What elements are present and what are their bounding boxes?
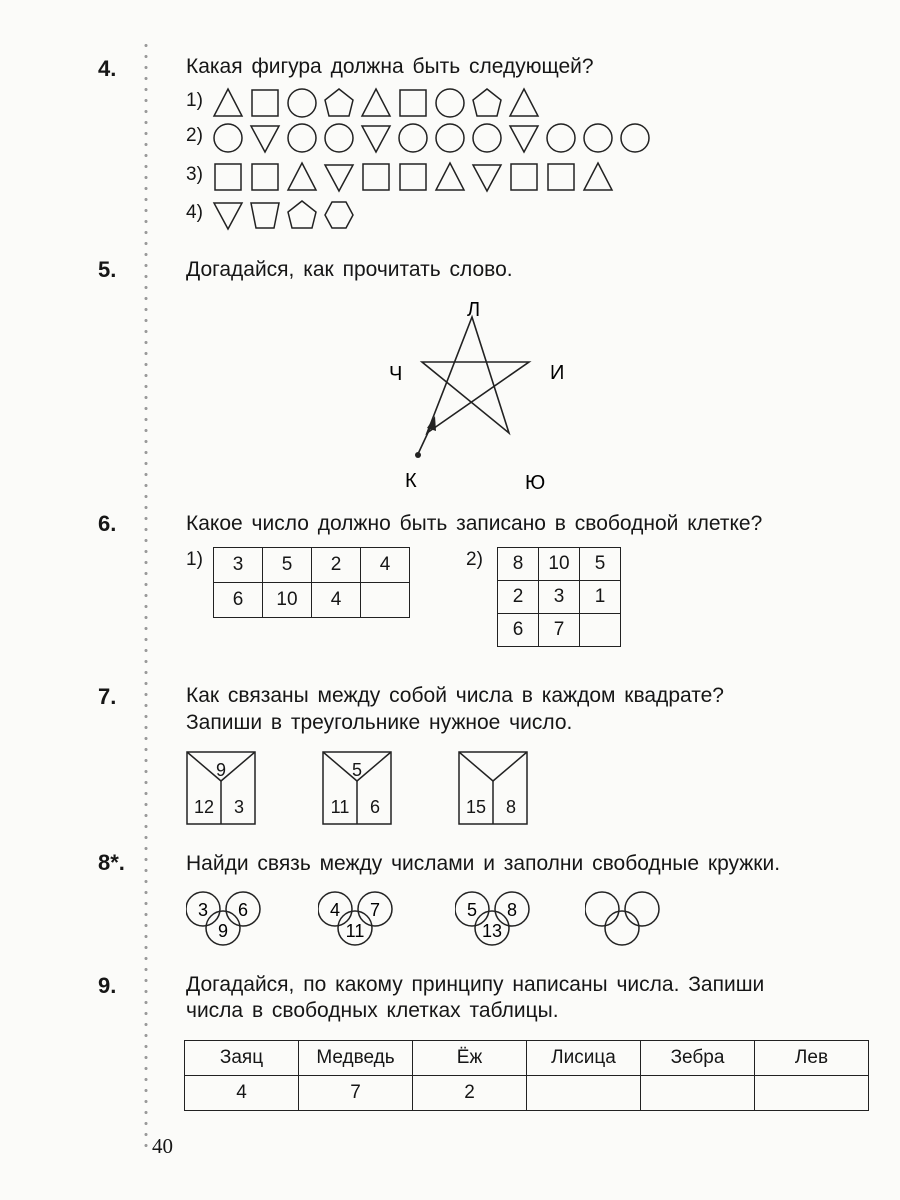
grid-cell: 4: [361, 548, 410, 583]
empty-answer-cell[interactable]: [527, 1076, 641, 1111]
square-shape: [400, 164, 426, 190]
grid-cell: 5: [263, 548, 312, 583]
task7-line2: Запиши в треугольнике нужное число.: [186, 711, 573, 734]
binding-dots: [143, 40, 149, 1150]
triangle-down-shape: [325, 165, 353, 191]
answer-cell: 7: [299, 1076, 413, 1111]
number-a: 5: [466, 900, 478, 920]
table-header-row: [185, 1041, 869, 1076]
circle-shape: [288, 89, 316, 117]
square-shape: [252, 164, 278, 190]
letter-right: И: [550, 362, 565, 384]
pentagon-shape: [473, 89, 501, 116]
circle-shape: [547, 124, 575, 152]
letter-bottom-left: К: [405, 470, 417, 492]
task9-number: 9.: [98, 973, 117, 998]
circle-group: [455, 890, 537, 950]
task6-question: Какое число должно быть записано в свободной клетке?: [186, 512, 763, 535]
task7-number: 7.: [98, 684, 117, 709]
task7-line1: Как связаны между собой числа в каждом квадрате?: [186, 684, 724, 707]
number-b: 8: [506, 900, 518, 920]
answer-cell: 4: [185, 1076, 299, 1111]
task4-row-label: 2): [186, 125, 203, 146]
number-b: 6: [237, 900, 249, 920]
grid-row: [498, 614, 621, 647]
empty-answer-cell[interactable]: [641, 1076, 755, 1111]
triangle-down-shape: [510, 126, 538, 152]
grid-cell: 8: [498, 548, 539, 581]
animal-name-cell: Медведь: [299, 1041, 413, 1076]
grid-cell: 4: [312, 583, 361, 618]
number-a: 4: [329, 900, 341, 920]
hexagon-shape: [325, 202, 353, 228]
grid1-label: 1): [186, 549, 203, 570]
task4-question: Какая фигура должна быть следующей?: [186, 55, 594, 78]
grid-row: [214, 548, 410, 583]
square-shape: [548, 164, 574, 190]
empty-cell[interactable]: [580, 614, 621, 647]
grid-row: [214, 583, 410, 618]
task4-shape-row: [212, 121, 660, 155]
left-number: 11: [330, 797, 350, 817]
triangle-shape: [584, 163, 612, 190]
task4-shape-row: [212, 160, 623, 194]
grid-cell: 7: [539, 614, 580, 647]
triangle-shape: [362, 89, 390, 116]
triangle-number: 9: [215, 760, 227, 780]
task9-line1: Догадайся, по какому принципу написаны числа. Запиши: [186, 973, 765, 996]
animal-name-cell: Лисица: [527, 1041, 641, 1076]
grid-cell: 5: [580, 548, 621, 581]
task4-row-label: 4): [186, 202, 203, 223]
animal-name-cell: Ёж: [413, 1041, 527, 1076]
number-grid-1: [213, 547, 410, 618]
number-square: [458, 751, 530, 827]
table-value-row: [185, 1076, 869, 1111]
task5-question: Догадайся, как прочитать слово.: [186, 258, 513, 281]
circle-shape: [288, 124, 316, 152]
circle-shape: [473, 124, 501, 152]
circle-b[interactable]: [625, 892, 659, 926]
triangle-shape: [214, 89, 242, 116]
grid2-label: 2): [466, 549, 483, 570]
circle-shape: [621, 124, 649, 152]
star-diagram: [370, 292, 580, 497]
task4-row-label: 3): [186, 164, 203, 185]
grid-cell: 10: [539, 548, 580, 581]
circle-group: [585, 890, 667, 950]
pentagon-shape: [325, 89, 353, 116]
circle-shape: [584, 124, 612, 152]
grid-cell: 1: [580, 581, 621, 614]
triangle-number: 5: [351, 760, 363, 780]
number-square: [322, 751, 394, 827]
task4-number: 4.: [98, 56, 117, 81]
circle-shape: [399, 124, 427, 152]
empty-cell[interactable]: [361, 583, 410, 618]
square-shape: [215, 164, 241, 190]
divider-left: [459, 752, 493, 781]
right-number: 8: [505, 797, 517, 817]
square-shape: [511, 164, 537, 190]
grid-row: [498, 581, 621, 614]
letter-top: Л: [467, 299, 481, 321]
grid-cell: 10: [263, 583, 312, 618]
circle-group: [318, 890, 400, 950]
square-shape: [363, 164, 389, 190]
animal-name-cell: Зебра: [641, 1041, 755, 1076]
triangle-down-shape: [362, 126, 390, 152]
circle-a[interactable]: [585, 892, 619, 926]
task4-row-label: 1): [186, 90, 203, 111]
grid-row: [498, 548, 621, 581]
star-shape: [422, 317, 529, 433]
answer-cell: 2: [413, 1076, 527, 1111]
left-number: 12: [193, 797, 215, 817]
task8-question: Найди связь между числами и заполни свободные кружки.: [186, 852, 781, 875]
page-number: 40: [152, 1134, 173, 1158]
triangle-shape: [288, 163, 316, 190]
left-number: 15: [465, 797, 487, 817]
divider-right: [493, 752, 527, 781]
letter-left: Ч: [389, 363, 403, 385]
animals-table: [184, 1040, 869, 1111]
grid-cell: 2: [498, 581, 539, 614]
number-a: 3: [197, 900, 209, 920]
right-number: 3: [233, 797, 245, 817]
square-shape: [252, 90, 278, 116]
task4-shape-row: [212, 86, 549, 120]
grid-cell: 6: [498, 614, 539, 647]
triangle-shape: [510, 89, 538, 116]
trapezoid-down-shape: [251, 203, 279, 228]
empty-answer-cell[interactable]: [755, 1076, 869, 1111]
grid-cell: 3: [539, 581, 580, 614]
circle-shape: [325, 124, 353, 152]
number-grid-2: [497, 547, 621, 647]
number-c: 11: [345, 921, 365, 941]
circle-group: [186, 890, 268, 950]
grid-cell: 3: [214, 548, 263, 583]
pentagon-shape: [288, 201, 316, 228]
animal-name-cell: Лев: [755, 1041, 869, 1076]
triangle-down-shape: [251, 126, 279, 152]
circle-c[interactable]: [605, 911, 639, 945]
divider-right: [221, 752, 255, 781]
grid-cell: 2: [312, 548, 361, 583]
task5-number: 5.: [98, 257, 117, 282]
triangle-down-shape: [473, 165, 501, 191]
number-c: 9: [217, 921, 229, 941]
divider-right: [357, 752, 391, 781]
number-b: 7: [369, 900, 381, 920]
number-square: [186, 751, 258, 827]
square-shape: [400, 90, 426, 116]
grid-cell: 6: [214, 583, 263, 618]
triangle-down-shape: [214, 203, 242, 229]
circle-shape: [214, 124, 242, 152]
start-dot: [415, 452, 421, 458]
task4-shape-row: [212, 198, 364, 232]
triangle-shape: [436, 163, 464, 190]
animal-name-cell: Заяц: [185, 1041, 299, 1076]
task6-number: 6.: [98, 511, 117, 536]
circle-shape: [436, 124, 464, 152]
number-c: 13: [481, 921, 503, 941]
letter-bottom-right: Ю: [525, 472, 546, 494]
task8-number: 8*.: [98, 850, 125, 875]
right-number: 6: [369, 797, 381, 817]
circle-shape: [436, 89, 464, 117]
task9-line2: числа в свободных клетках таблицы.: [186, 999, 559, 1022]
